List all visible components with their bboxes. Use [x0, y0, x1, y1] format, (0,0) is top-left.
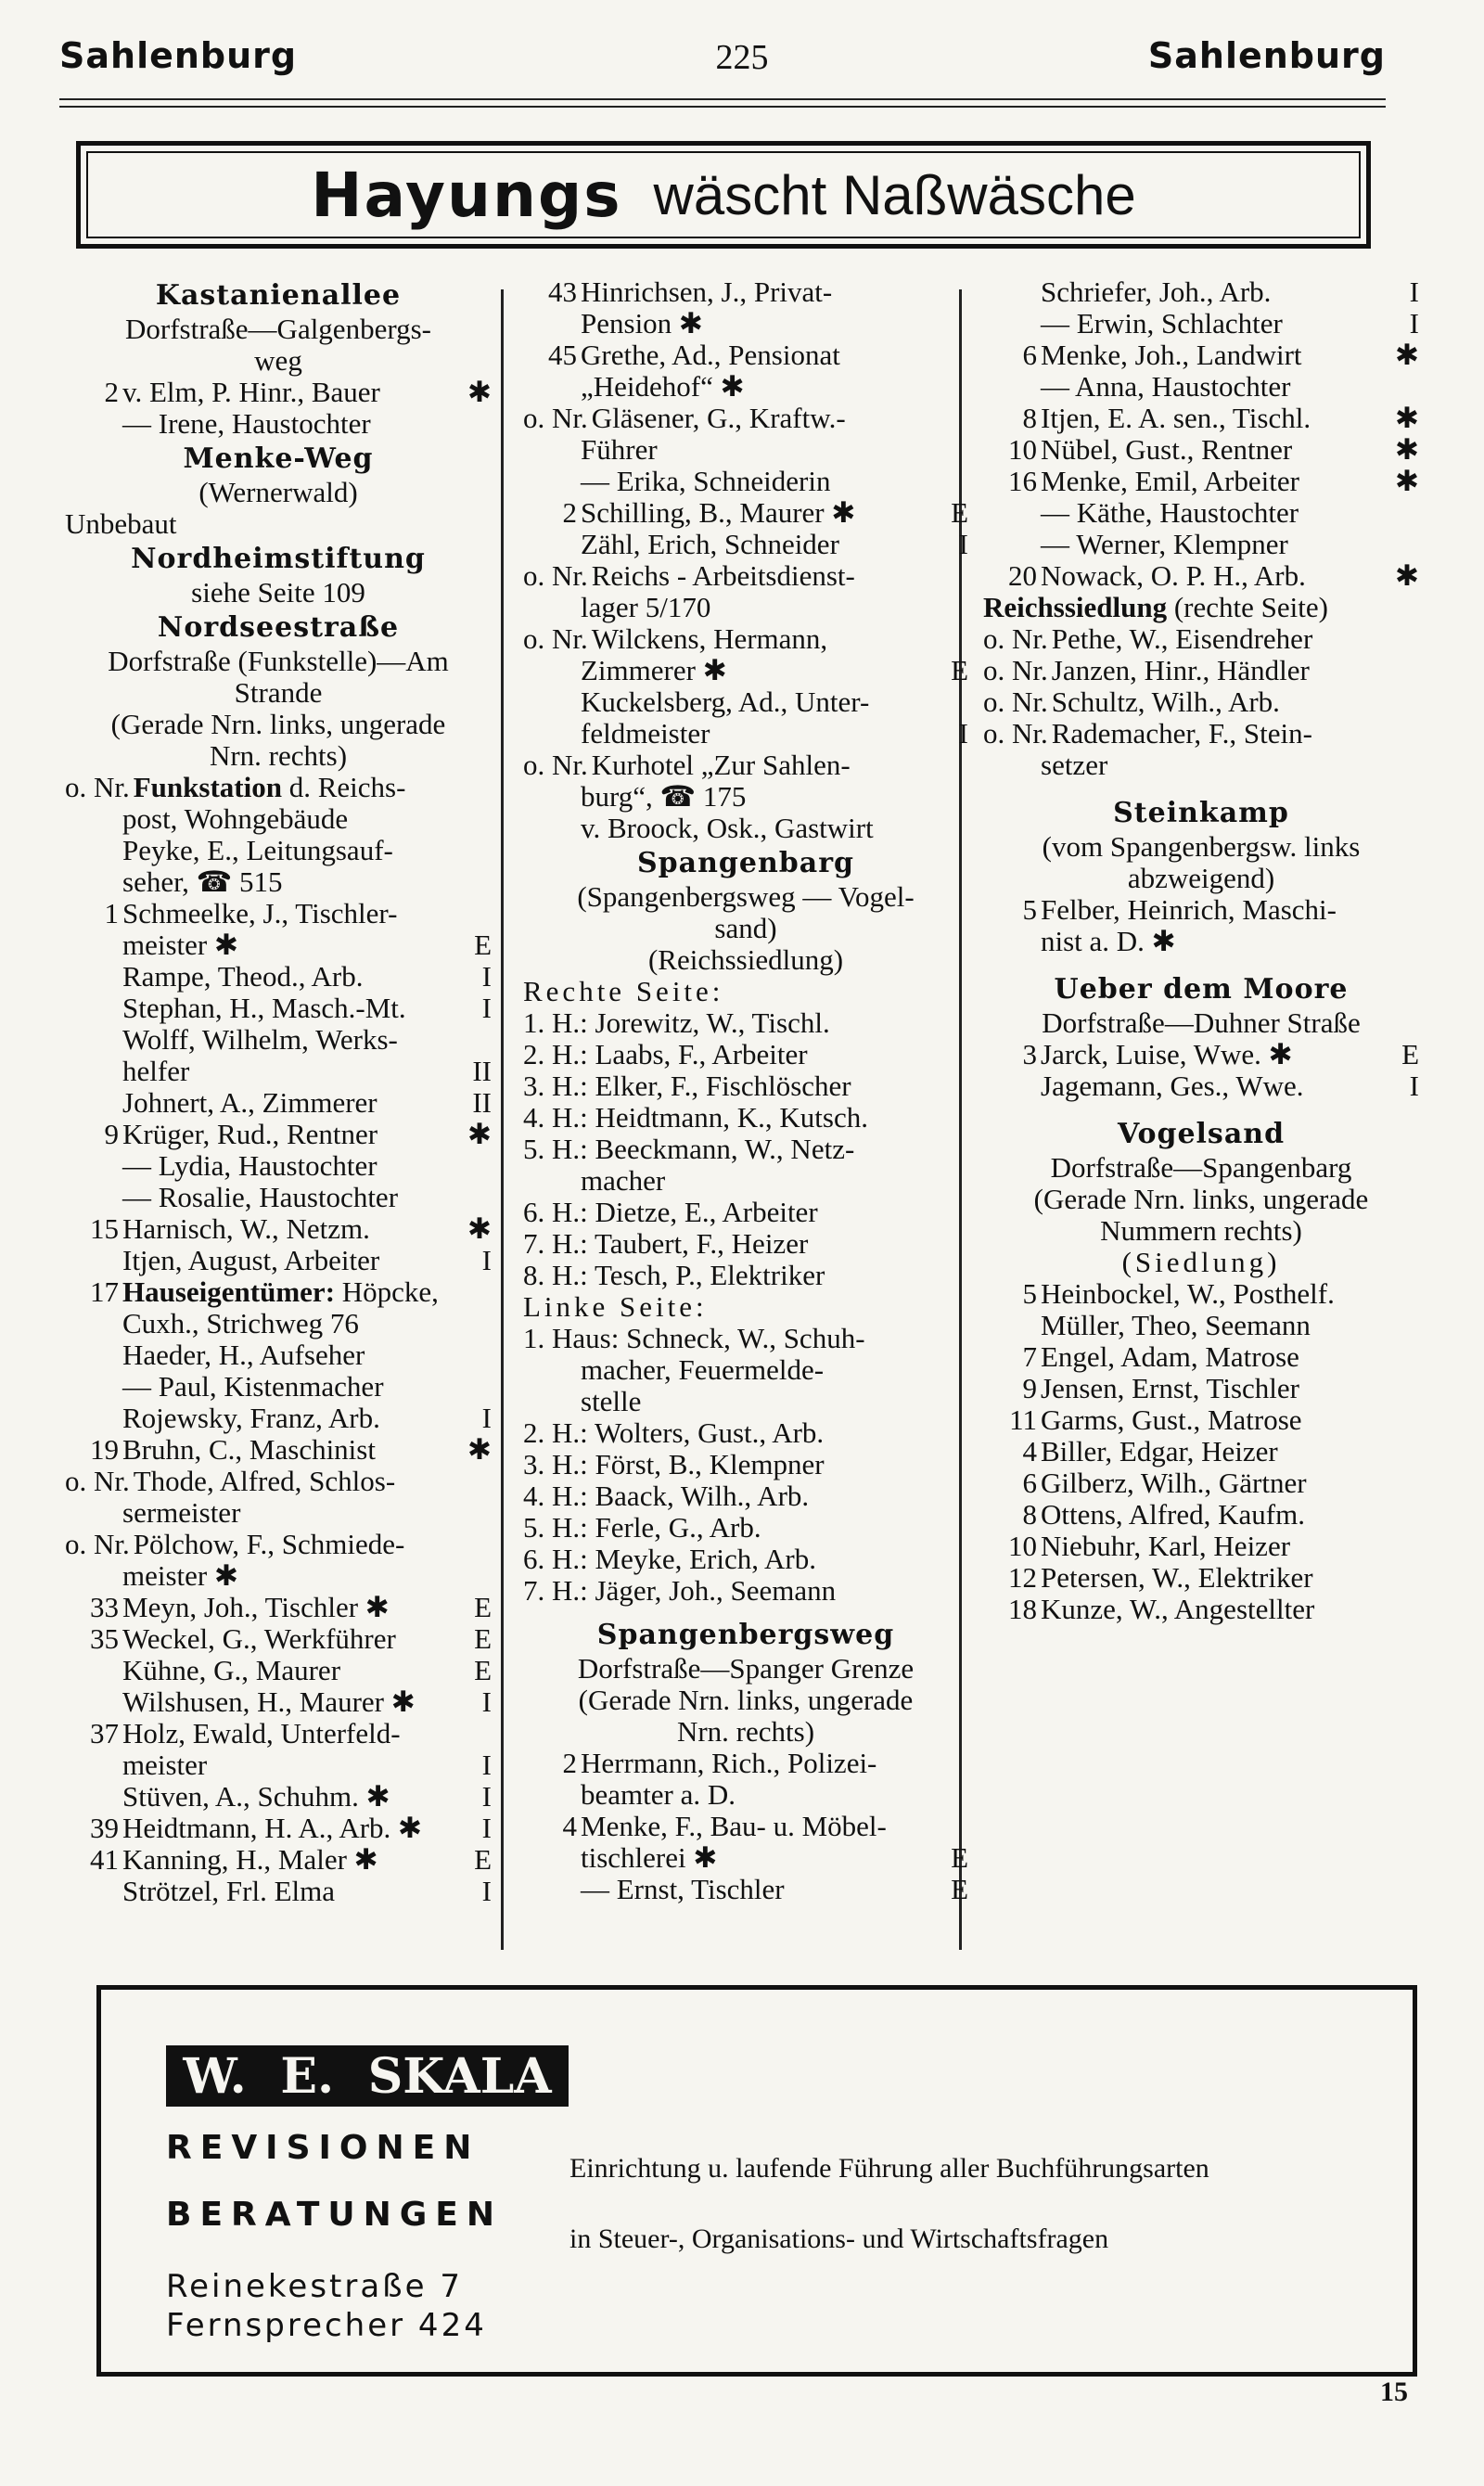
logo-part: E. [280, 2047, 335, 2105]
directory-entry: — Ernst, Tischler E [581, 1873, 968, 1905]
directory-entry: sermeister [122, 1496, 241, 1529]
directory-entry: 39 Heidtmann, H. A., Arb. ✱ I [90, 1812, 492, 1844]
directory-entry: Zimmerer ✱ E [581, 654, 968, 686]
banner-advertisement [76, 141, 1371, 249]
directory-entry: 1. H.: Jorewitz, W., Tischl. [523, 1006, 830, 1039]
street-description: Nummern rechts) [1100, 1214, 1302, 1247]
directory-entry: — Paul, Kistenmacher [122, 1370, 384, 1403]
directory-entry: 6 Menke, Joh., Landwirt ✱ [1022, 339, 1419, 371]
directory-entry: — Erwin, Schlachter I [1041, 307, 1419, 340]
ad-service-revisionen: REVISIONEN [166, 2129, 480, 2167]
directory-entry: 6. H.: Meyke, Erich, Arb. [523, 1543, 816, 1575]
directory-entry: 45 Grethe, Ad., Pensionat [548, 339, 840, 371]
directory-entry: o. Nr. Kurhotel „Zur Sahlen- [523, 749, 851, 781]
directory-entry: 37 Holz, Ewald, Unterfeld- [90, 1717, 401, 1749]
street-heading: Vogelsand [1117, 1118, 1286, 1150]
street-description: (Gerade Nrn. links, ungerade [578, 1684, 914, 1716]
directory-entry: Strötzel, Frl. Elma I [122, 1875, 492, 1907]
directory-entry: Pension ✱ [581, 307, 703, 340]
directory-entry: 8. H.: Tesch, P., Elektriker [523, 1259, 825, 1291]
street-heading: Kastanienallee [155, 279, 402, 312]
directory-entry: 4 Biller, Edgar, Heizer [1022, 1435, 1278, 1467]
directory-entry: helfer II [122, 1055, 492, 1087]
directory-entry: beamter a. D. [581, 1778, 736, 1811]
page-number: 225 [715, 38, 769, 77]
column-3 [983, 276, 1419, 1625]
directory-entry: 1 Schmeelke, J., Tischler- [104, 897, 398, 929]
footer-page-number: 15 [1380, 2377, 1408, 2407]
directory-entry: 35 Weckel, G., Werkführer E [90, 1622, 492, 1655]
directory-entry: o. Nr. Wilckens, Hermann, [523, 622, 828, 655]
company-logo [166, 2045, 569, 2107]
street-description: (Wernerwald) [198, 476, 358, 508]
directory-entry: 15 Harnisch, W., Netzm. ✱ [90, 1212, 492, 1245]
header-rule [59, 98, 1386, 100]
ad-phone: Fernsprecher 424 [166, 2307, 487, 2344]
directory-entry: meister I [122, 1749, 492, 1781]
directory-entry: — Käthe, Haustochter [1041, 496, 1299, 529]
directory-entry: 2 v. Elm, P. Hinr., Bauer ✱ [104, 376, 492, 408]
directory-entry: o. Nr. Reichs - Arbeitsdienst- [523, 559, 855, 592]
directory-entry: Führer [581, 433, 658, 466]
directory-entry: o. Nr. Funkstation d. Reichs- [65, 771, 406, 803]
directory-entry: 10 Nübel, Gust., Rentner ✱ [1008, 433, 1419, 466]
directory-entry: Cuxh., Strichweg 76 [122, 1307, 359, 1339]
directory-entry: 11 Garms, Gust., Matrose [1009, 1403, 1302, 1436]
directory-entry: — Lydia, Haustochter [122, 1149, 377, 1182]
directory-entry: — Anna, Haustochter [1041, 370, 1291, 403]
directory-entry: setzer [1041, 749, 1108, 781]
directory-entry: 8 Ottens, Alfred, Kaufm. [1022, 1498, 1305, 1531]
directory-entry: 9 Jensen, Ernst, Tischler [1022, 1372, 1299, 1404]
ad-address: Reinekestraße 7 [166, 2268, 463, 2305]
column-divider-1 [501, 289, 504, 1950]
directory-entry: burg“, ☎ 175 [581, 780, 747, 813]
directory-entry: Stephan, H., Masch.-Mt. I [122, 992, 492, 1024]
directory-entry: 6. H.: Dietze, E., Arbeiter [523, 1196, 818, 1228]
header-rule-2 [59, 106, 1386, 108]
street-description: Nrn. rechts) [676, 1715, 815, 1748]
directory-entry: post, Wohngebäude [122, 802, 349, 835]
directory-entry: nist a. D. ✱ [1041, 925, 1176, 957]
directory-entry: Wilshusen, H., Maurer ✱ I [122, 1685, 492, 1718]
street-description: (Spangenbergsweg — Vogel- [577, 880, 915, 913]
directory-entry: 41 Kanning, H., Maler ✱ E [90, 1843, 492, 1876]
street-heading: Steinkamp [1113, 797, 1289, 829]
directory-entry: 3 Jarck, Luise, Wwe. ✱ E [1022, 1038, 1419, 1070]
directory-entry: 7 Engel, Adam, Matrose [1022, 1340, 1299, 1373]
directory-entry: lager 5/170 [581, 591, 711, 623]
ad-service-beratungen: BERATUNGEN [166, 2196, 504, 2234]
directory-entry: Reichssiedlung (rechte Seite) [983, 591, 1328, 623]
directory-entry: „Heidehof“ ✱ [581, 370, 745, 403]
ad-service-description: in Steuer-, Organisations- und Wirtschaftsfragen [569, 2223, 1109, 2254]
directory-entry: 17 Hauseigentümer: Höpcke, [90, 1275, 439, 1308]
directory-entry: — Erika, Schneiderin [581, 465, 831, 497]
directory-entry: 4. H.: Baack, Wilh., Arb. [523, 1480, 810, 1512]
street-heading: Spangenbergsweg [596, 1619, 895, 1651]
street-heading: Nordheimstiftung [131, 543, 426, 575]
directory-entry: Rojewsky, Franz, Arb. I [122, 1402, 492, 1434]
directory-entry: — Irene, Haustochter [122, 407, 371, 440]
logo-part: W. [183, 2047, 247, 2105]
side-label: Linke Seite: [523, 1290, 708, 1323]
directory-entry: 18 Kunze, W., Angestellter [1008, 1593, 1315, 1625]
directory-entry: 5. H.: Ferle, G., Arb. [523, 1511, 761, 1544]
directory-entry: 7. H.: Jäger, Joh., Seemann [523, 1574, 837, 1607]
directory-entry: Wolff, Wilhelm, Werks- [122, 1023, 398, 1056]
directory-entry: 4 Menke, F., Bau- u. Möbel- [562, 1810, 887, 1842]
street-description: (Siedlung) [1121, 1246, 1281, 1278]
street-heading: Nordseestraße [157, 611, 400, 644]
directory-entry: Kühne, G., Maurer E [122, 1654, 492, 1686]
directory-entry: Jagemann, Ges., Wwe. I [1041, 1070, 1419, 1102]
directory-entry: meister ✱ [122, 1559, 238, 1592]
street-description: Dorfstraße—Spangenbarg [1050, 1151, 1352, 1184]
directory-entry: 33 Meyn, Joh., Tischler ✱ E [90, 1591, 492, 1623]
street-description: abzweigend) [1127, 862, 1275, 894]
directory-entry: 12 Petersen, W., Elektriker [1008, 1561, 1313, 1594]
directory-entry: macher [581, 1164, 666, 1197]
directory-entry: 16 Menke, Emil, Arbeiter ✱ [1008, 465, 1419, 497]
street-description: Dorfstraße (Funkstelle)—Am [108, 645, 449, 677]
directory-entry: o. Nr. Gläsener, G., Kraftw.- [523, 402, 846, 434]
directory-entry: Haeder, H., Aufseher [122, 1339, 365, 1371]
cross-reference: siehe Seite 109 [191, 576, 365, 609]
street-description: Strande [234, 676, 323, 709]
directory-entry: o. Nr. Rademacher, F., Stein- [983, 717, 1312, 750]
directory-entry: Schriefer, Joh., Arb. I [1041, 276, 1419, 308]
directory-entry: 2 Herrmann, Rich., Polizei- [562, 1747, 877, 1779]
directory-entry: Johnert, A., Zimmerer II [122, 1086, 492, 1119]
logo-part: SKALA [367, 2047, 552, 2105]
street-heading: Menke-Weg [183, 442, 374, 475]
directory-entry: 8 Itjen, E. A. sen., Tischl. ✱ [1022, 402, 1419, 434]
directory-entry: o. Nr. Schultz, Wilh., Arb. [983, 686, 1280, 718]
running-header-left: Sahlenburg [59, 35, 298, 76]
directory-entry: — Werner, Klempner [1041, 528, 1288, 560]
column-1 [65, 276, 492, 1907]
directory-entry: 2. H.: Wolters, Gust., Arb. [523, 1416, 825, 1449]
directory-entry: 20 Nowack, O. P. H., Arb. ✱ [1008, 559, 1419, 592]
running-header-right: Sahlenburg [1147, 35, 1386, 76]
street-description: Nrn. rechts) [209, 739, 348, 772]
street-description: (Reichssiedlung) [647, 943, 844, 976]
banner-brand: Hayungs [311, 159, 622, 231]
directory-entry: Müller, Theo, Seemann [1041, 1309, 1311, 1341]
ad-service-description: Einrichtung u. laufende Führung aller Buchführungsarten [569, 2153, 1209, 2184]
directory-entry: 43 Hinrichsen, J., Privat- [548, 276, 833, 308]
directory-entry: 6 Gilberz, Wilh., Gärtner [1022, 1467, 1307, 1499]
directory-entry: 7. H.: Taubert, F., Heizer [523, 1227, 809, 1260]
directory-entry: Zähl, Erich, Schneider I [581, 528, 968, 560]
street-description: Dorfstraße—Galgenbergs- [125, 313, 431, 345]
directory-entry: 10 Niebuhr, Karl, Heizer [1008, 1530, 1291, 1562]
directory-entry: stelle [581, 1385, 642, 1417]
street-description: Dorfstraße—Duhner Straße [1042, 1006, 1361, 1039]
directory-entry: o. Nr. Thode, Alfred, Schlos- [65, 1465, 396, 1497]
directory-entry: macher, Feuermelde- [581, 1353, 825, 1386]
street-description: weg [254, 344, 302, 377]
directory-entry: Itjen, August, Arbeiter I [122, 1244, 492, 1276]
directory-entry: 9 Krüger, Rud., Rentner ✱ [104, 1118, 492, 1150]
banner-slogan: wäscht Naßwäsche [653, 163, 1136, 226]
directory-entry: 4. H.: Heidtmann, K., Kutsch. [523, 1101, 868, 1134]
banner-frame [86, 151, 1361, 238]
directory-entry: 5 Heinbockel, W., Posthelf. [1022, 1277, 1335, 1310]
street-description: (vom Spangenbergsw. links [1042, 830, 1361, 863]
directory-entry: v. Broock, Osk., Gastwirt [581, 812, 874, 844]
directory-entry: seher, ☎ 515 [122, 865, 283, 898]
directory-entry: 5. H.: Beeckmann, W., Netz- [523, 1133, 855, 1165]
directory-entry: 3. H.: Elker, F., Fischlöscher [523, 1070, 851, 1102]
directory-entry: meister ✱ E [122, 929, 492, 961]
side-label: Rechte Seite: [523, 975, 724, 1007]
directory-entry: 19 Bruhn, C., Maschinist ✱ [90, 1433, 492, 1466]
directory-entry: Stüven, A., Schuhm. ✱ I [122, 1780, 492, 1813]
directory-entry: Peyke, E., Leitungsauf- [122, 834, 393, 866]
street-description: Dorfstraße—Spanger Grenze [577, 1652, 915, 1685]
street-heading: Spangenbarg [637, 847, 854, 879]
directory-entry: tischlerei ✱ E [581, 1841, 968, 1874]
directory-entry: — Rosalie, Haustochter [122, 1181, 399, 1213]
column-2 [523, 276, 968, 1905]
advertisement-box [96, 1985, 1417, 2377]
directory-entry: 3. H.: Först, B., Klempner [523, 1448, 825, 1480]
street-heading: Ueber dem Moore [1054, 973, 1349, 1006]
directory-entry: 2 Schilling, B., Maurer ✱ E [562, 496, 968, 529]
directory-entry: o. Nr. Janzen, Hinr., Händler [983, 654, 1310, 686]
directory-entry: 5 Felber, Heinrich, Maschi- [1022, 893, 1337, 926]
directory-entry: feldmeister I [581, 717, 968, 750]
street-description: (Gerade Nrn. links, ungerade [110, 708, 446, 740]
directory-entry: Unbebaut [65, 507, 177, 540]
street-description: sand) [714, 912, 777, 944]
directory-entry: Kuckelsberg, Ad., Unter- [581, 686, 870, 718]
directory-entry: 1. Haus: Schneck, W., Schuh- [523, 1322, 865, 1354]
directory-entry: 2. H.: Laabs, F., Arbeiter [523, 1038, 808, 1070]
directory-entry: o. Nr. Pölchow, F., Schmiede- [65, 1528, 405, 1560]
directory-entry: o. Nr. Pethe, W., Eisendreher [983, 622, 1313, 655]
directory-entry: Rampe, Theod., Arb. I [122, 960, 492, 993]
street-description: (Gerade Nrn. links, ungerade [1033, 1183, 1369, 1215]
